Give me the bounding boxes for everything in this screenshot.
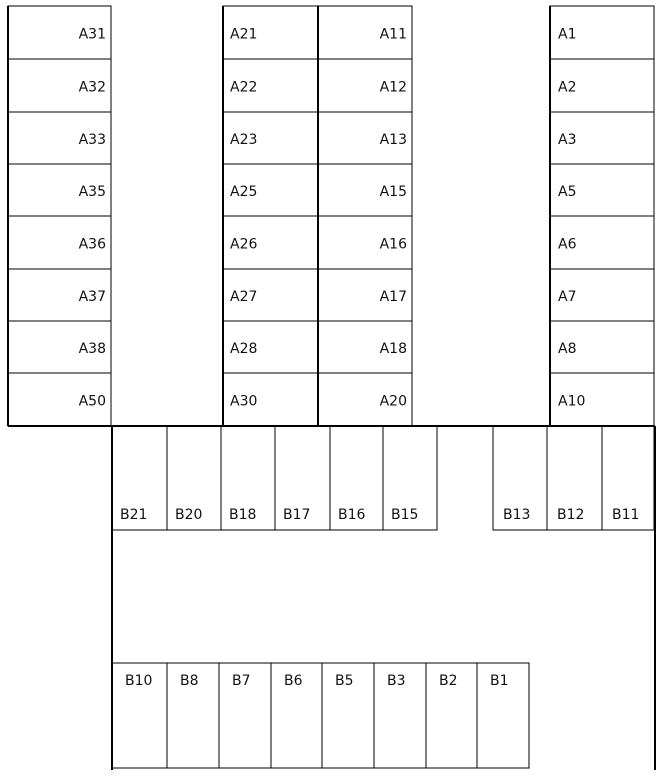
parking-spot-a38 bbox=[8, 321, 111, 373]
parking-spot-label: B13 bbox=[503, 507, 531, 523]
parking-spot-a3 bbox=[550, 112, 654, 164]
parking-spot-label: B21 bbox=[120, 507, 148, 523]
parking-spot-a11 bbox=[318, 6, 412, 59]
parking-spot-label: A2 bbox=[558, 79, 577, 96]
parking-spot-label: A10 bbox=[558, 393, 586, 410]
parking-spot-b12 bbox=[547, 426, 602, 530]
parking-spot-a26 bbox=[223, 216, 318, 269]
parking-lot-structure-lines bbox=[8, 6, 655, 770]
parking-spots bbox=[8, 6, 654, 768]
parking-spot-b17 bbox=[275, 426, 330, 530]
parking-spot-b18 bbox=[221, 426, 275, 530]
parking-spot-label: A26 bbox=[230, 236, 258, 253]
parking-spot-a22 bbox=[223, 59, 318, 112]
parking-spot-label: A11 bbox=[379, 26, 407, 43]
parking-spot-label: B5 bbox=[335, 673, 354, 689]
parking-spot-a36 bbox=[8, 216, 111, 269]
parking-spot-label: B16 bbox=[338, 507, 366, 523]
parking-spot-b13 bbox=[493, 426, 547, 530]
parking-spot-a16 bbox=[318, 216, 412, 269]
parking-spot-a50 bbox=[8, 373, 111, 426]
parking-spot-label: A27 bbox=[230, 289, 258, 305]
parking-spot-label: B6 bbox=[284, 673, 303, 689]
parking-spot-label: A25 bbox=[230, 184, 258, 200]
parking-spot-label: A21 bbox=[230, 26, 258, 43]
parking-spot-label: A13 bbox=[379, 132, 407, 148]
parking-spot-label: A3 bbox=[558, 132, 577, 148]
parking-spot-b21 bbox=[112, 426, 167, 530]
parking-spot-label: A23 bbox=[230, 132, 258, 148]
parking-spot-label: A38 bbox=[78, 341, 106, 357]
parking-spot-a33 bbox=[8, 112, 111, 164]
parking-spot-a8 bbox=[550, 321, 654, 373]
parking-spot-label: A18 bbox=[379, 341, 407, 357]
parking-spot-label: A8 bbox=[558, 341, 577, 357]
parking-spot-a6 bbox=[550, 216, 654, 269]
parking-spot-a1 bbox=[550, 6, 654, 59]
parking-spot-label: A37 bbox=[78, 289, 106, 305]
parking-spot-label: A35 bbox=[78, 184, 106, 200]
parking-spot-label: A31 bbox=[78, 26, 106, 43]
parking-spot-b3 bbox=[374, 663, 426, 768]
parking-spot-label: B10 bbox=[125, 673, 153, 689]
parking-spot-a13 bbox=[318, 112, 412, 164]
parking-spot-a27 bbox=[223, 269, 318, 321]
parking-spot-label: A22 bbox=[230, 79, 258, 96]
parking-spot-label: A30 bbox=[230, 393, 258, 410]
parking-spot-a18 bbox=[318, 321, 412, 373]
parking-spot-b8 bbox=[167, 663, 219, 768]
parking-spot-b1 bbox=[477, 663, 529, 768]
parking-spot-label: A15 bbox=[379, 184, 407, 200]
parking-spot-b6 bbox=[271, 663, 322, 768]
parking-spot-label: B1 bbox=[490, 673, 509, 689]
parking-spot-a20 bbox=[318, 373, 412, 426]
parking-spot-a17 bbox=[318, 269, 412, 321]
parking-spot-a32 bbox=[8, 59, 111, 112]
parking-spot-label: A33 bbox=[78, 132, 106, 148]
parking-spot-a31 bbox=[8, 6, 111, 59]
parking-spot-b16 bbox=[330, 426, 383, 530]
parking-spot-label: B7 bbox=[232, 673, 251, 689]
parking-spot-label: A5 bbox=[558, 184, 577, 200]
parking-spot-label: B12 bbox=[557, 507, 585, 523]
parking-spot-label: A32 bbox=[78, 79, 106, 96]
parking-spot-a28 bbox=[223, 321, 318, 373]
parking-spot-a15 bbox=[318, 164, 412, 216]
parking-spot-a5 bbox=[550, 164, 654, 216]
parking-spot-a2 bbox=[550, 59, 654, 112]
parking-spot-b15 bbox=[383, 426, 437, 530]
parking-spot-label: A36 bbox=[78, 236, 106, 253]
parking-spot-label: B3 bbox=[387, 673, 406, 689]
parking-spot-a12 bbox=[318, 59, 412, 112]
parking-spot-b20 bbox=[167, 426, 221, 530]
parking-spot-a25 bbox=[223, 164, 318, 216]
parking-spot-a23 bbox=[223, 112, 318, 164]
parking-spot-b7 bbox=[219, 663, 271, 768]
parking-spot-label: A17 bbox=[379, 289, 407, 305]
parking-spot-b11 bbox=[602, 426, 654, 530]
parking-spot-label: A7 bbox=[558, 289, 577, 305]
parking-spot-a7 bbox=[550, 269, 654, 321]
parking-spot-label: A16 bbox=[379, 236, 407, 253]
parking-spot-label: A6 bbox=[558, 236, 577, 253]
parking-spot-label: B20 bbox=[175, 507, 203, 523]
parking-spot-label: A28 bbox=[230, 341, 258, 357]
parking-spot-label: A20 bbox=[379, 393, 407, 410]
parking-spot-a35 bbox=[8, 164, 111, 216]
parking-spot-b5 bbox=[322, 663, 374, 768]
parking-spot-label: B17 bbox=[283, 507, 311, 523]
parking-spot-label: A1 bbox=[558, 26, 577, 43]
parking-spot-a21 bbox=[223, 6, 318, 59]
parking-spot-label: B18 bbox=[229, 507, 257, 523]
parking-spot-label: B8 bbox=[180, 673, 199, 689]
parking-spot-label: A50 bbox=[78, 393, 106, 410]
parking-spot-label: B15 bbox=[391, 507, 419, 523]
parking-spot-a10 bbox=[550, 373, 654, 426]
parking-spot-a30 bbox=[223, 373, 318, 426]
parking-spot-b10 bbox=[112, 663, 167, 768]
parking-spot-label: B2 bbox=[439, 673, 458, 689]
parking-spot-label: A12 bbox=[379, 79, 407, 96]
parking-spot-label: B11 bbox=[612, 507, 640, 523]
parking-spot-b2 bbox=[426, 663, 477, 768]
parking-spot-a37 bbox=[8, 269, 111, 321]
